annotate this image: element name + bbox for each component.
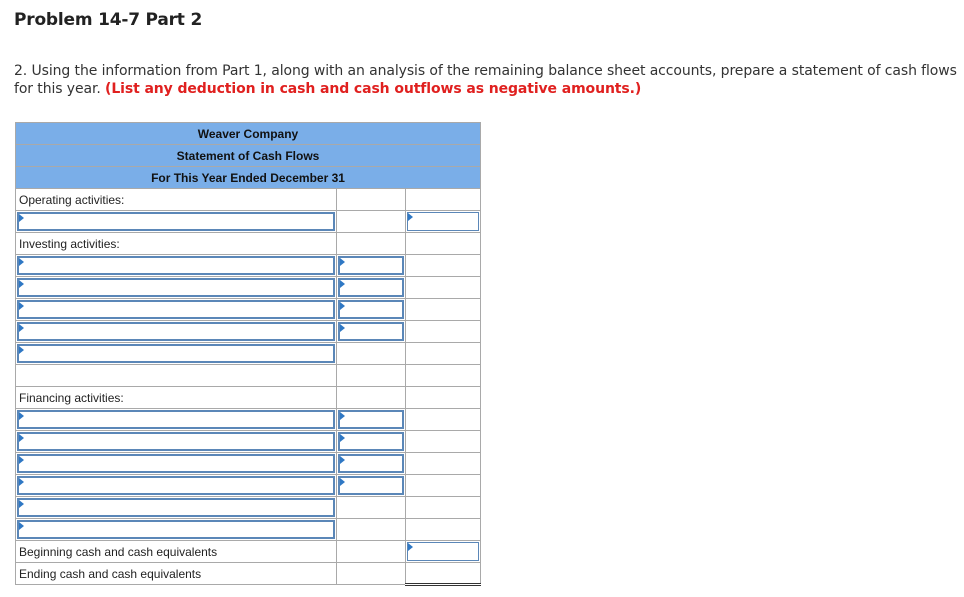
financing-activities-label: Financing activities:	[16, 387, 337, 409]
investing-amount-input-2[interactable]	[338, 278, 404, 297]
dropdown-arrow-icon	[19, 346, 24, 354]
empty-cell	[406, 497, 481, 519]
financing-line-input-cell	[16, 431, 337, 453]
empty-cell	[406, 365, 481, 387]
dropdown-arrow-icon	[340, 434, 345, 442]
operating-line-input[interactable]	[17, 212, 335, 231]
empty-cell	[337, 497, 406, 519]
empty-cell	[337, 211, 406, 233]
empty-cell	[406, 189, 481, 211]
empty-cell	[406, 321, 481, 343]
empty-cell	[406, 277, 481, 299]
investing-line-input-cell	[16, 277, 337, 299]
empty-cell	[406, 453, 481, 475]
dropdown-arrow-icon	[340, 302, 345, 310]
investing-line-input-3[interactable]	[17, 300, 335, 319]
empty-cell	[406, 431, 481, 453]
empty-cell	[337, 189, 406, 211]
dropdown-arrow-icon	[19, 258, 24, 266]
empty-cell	[337, 541, 406, 563]
investing-line-input-1[interactable]	[17, 256, 335, 275]
financing-amount-cell	[337, 475, 406, 497]
investing-amount-cell	[337, 255, 406, 277]
page-title: Problem 14-7 Part 2	[14, 10, 203, 30]
instructions	[14, 62, 959, 98]
dropdown-arrow-icon	[340, 478, 345, 486]
financing-line-input-1[interactable]	[17, 410, 335, 429]
financing-amount-input-4[interactable]	[338, 476, 404, 495]
investing-line-input-cell	[16, 321, 337, 343]
financing-line-input-4[interactable]	[17, 476, 335, 495]
net-change-label-input[interactable]	[17, 520, 335, 539]
dropdown-arrow-icon	[19, 478, 24, 486]
financing-total-label-input[interactable]	[17, 498, 335, 517]
empty-cell	[337, 233, 406, 255]
beginning-cash-label: Beginning cash and cash equivalents	[16, 541, 337, 563]
operating-activities-label: Operating activities:	[16, 189, 337, 211]
empty-cell	[406, 519, 481, 541]
company-name: Weaver Company	[16, 123, 481, 145]
empty-cell	[337, 365, 406, 387]
instructions-emphasis: (List any deduction in cash and cash outflows as negative amounts.)	[105, 81, 642, 97]
dropdown-arrow-icon	[340, 324, 345, 332]
financing-total-label-cell	[16, 497, 337, 519]
financing-amount-input-2[interactable]	[338, 432, 404, 451]
dropdown-arrow-icon	[19, 434, 24, 442]
ending-cash-cell[interactable]	[406, 563, 481, 585]
instructions-text: 2. Using the information from Part 1, along with an analysis of the remaining balance sheet accounts, prepare a statement of cash flows for this year.	[14, 63, 957, 97]
financing-amount-input-1[interactable]	[338, 410, 404, 429]
empty-cell	[406, 299, 481, 321]
empty-cell	[337, 387, 406, 409]
investing-amount-input-4[interactable]	[338, 322, 404, 341]
dropdown-arrow-icon	[19, 500, 24, 508]
investing-amount-input-3[interactable]	[338, 300, 404, 319]
dropdown-arrow-icon	[340, 258, 345, 266]
operating-total-cell	[406, 211, 481, 233]
dropdown-arrow-icon	[19, 522, 24, 530]
dropdown-arrow-icon	[340, 412, 345, 420]
empty-cell	[337, 519, 406, 541]
investing-line-input-2[interactable]	[17, 278, 335, 297]
financing-amount-cell	[337, 409, 406, 431]
dropdown-arrow-icon	[408, 543, 413, 551]
empty-cell	[337, 563, 406, 585]
investing-total-label-input[interactable]	[17, 344, 335, 363]
investing-amount-cell	[337, 299, 406, 321]
investing-amount-cell	[337, 277, 406, 299]
investing-line-input-4[interactable]	[17, 322, 335, 341]
net-change-label-cell	[16, 519, 337, 541]
investing-line-input-cell	[16, 255, 337, 277]
dropdown-arrow-icon	[19, 214, 24, 222]
financing-amount-cell	[337, 431, 406, 453]
operating-line-input-cell	[16, 211, 337, 233]
empty-cell	[406, 255, 481, 277]
operating-total-input[interactable]	[407, 212, 479, 231]
dropdown-arrow-icon	[19, 302, 24, 310]
dropdown-arrow-icon	[19, 280, 24, 288]
financing-line-input-2[interactable]	[17, 432, 335, 451]
investing-line-input-cell	[16, 299, 337, 321]
financing-line-input-cell	[16, 475, 337, 497]
dropdown-arrow-icon	[19, 324, 24, 332]
financing-line-input-cell	[16, 409, 337, 431]
beginning-cash-input[interactable]	[407, 542, 479, 561]
empty-cell	[406, 233, 481, 255]
investing-total-label-cell	[16, 343, 337, 365]
statement-name: Statement of Cash Flows	[16, 145, 481, 167]
investing-activities-label: Investing activities:	[16, 233, 337, 255]
financing-amount-input-3[interactable]	[338, 454, 404, 473]
dropdown-arrow-icon	[19, 412, 24, 420]
dropdown-arrow-icon	[408, 213, 413, 221]
empty-cell	[406, 343, 481, 365]
dropdown-arrow-icon	[340, 456, 345, 464]
investing-amount-input-1[interactable]	[338, 256, 404, 275]
dropdown-arrow-icon	[340, 280, 345, 288]
financing-amount-cell	[337, 453, 406, 475]
ending-cash-label: Ending cash and cash equivalents	[16, 563, 337, 585]
empty-cell	[337, 343, 406, 365]
investing-amount-cell	[337, 321, 406, 343]
empty-cell	[406, 409, 481, 431]
dropdown-arrow-icon	[19, 456, 24, 464]
empty-cell	[16, 365, 337, 387]
statement-period: For This Year Ended December 31	[16, 167, 481, 189]
cash-flow-statement-table	[15, 122, 481, 586]
empty-cell	[406, 387, 481, 409]
financing-line-input-cell	[16, 453, 337, 475]
financing-line-input-3[interactable]	[17, 454, 335, 473]
beginning-cash-cell	[406, 541, 481, 563]
empty-cell	[406, 475, 481, 497]
